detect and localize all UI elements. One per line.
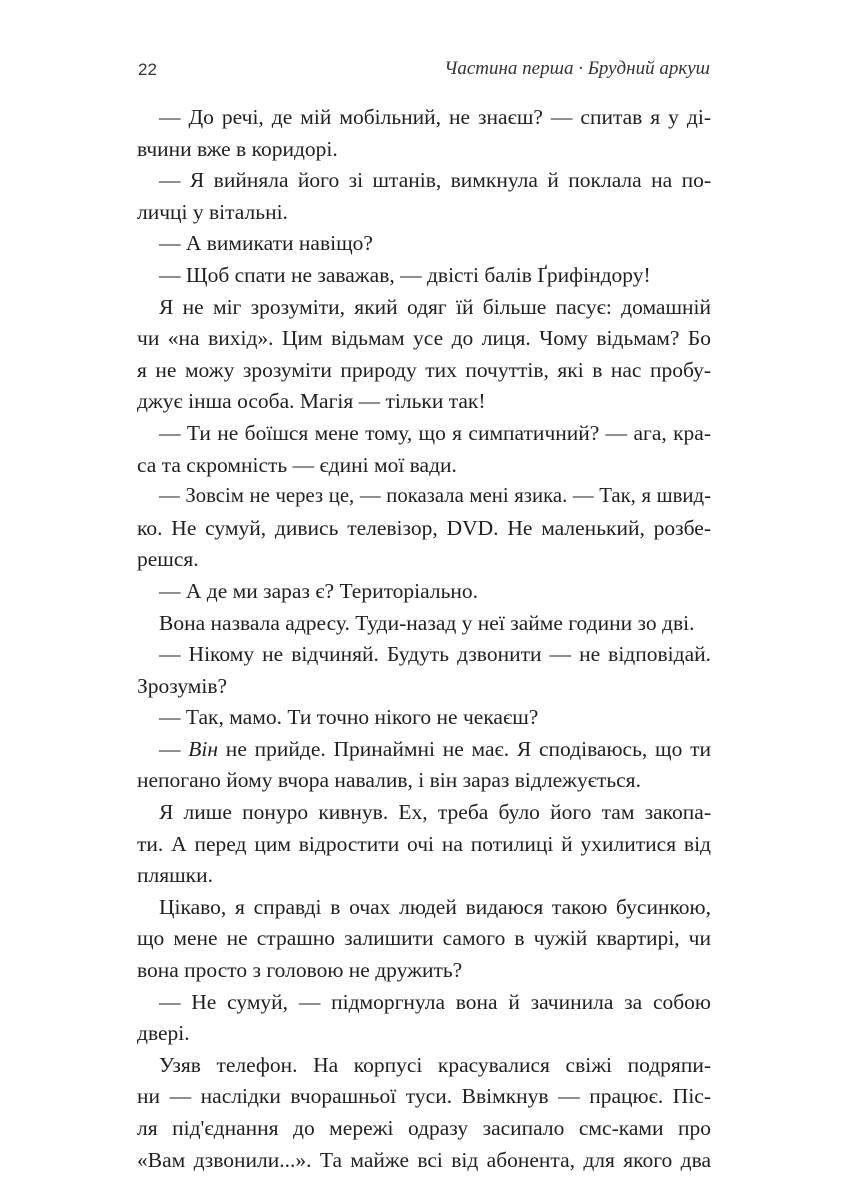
text-segment: двері.	[137, 1021, 190, 1046]
text-segment: «Вам дзвонили...». Та майже всі від абонента, для якого два	[137, 1147, 711, 1172]
text-segment: не прийде. Принаймні не має. Я сподіваюсь, що ти	[218, 736, 711, 761]
text-line	[137, 955, 711, 987]
text-line	[137, 1113, 711, 1145]
text-segment: Цікаво, я справді в очах людей видаюся такою бусинкою,	[159, 894, 711, 919]
text-line	[137, 829, 711, 861]
text-line	[137, 481, 711, 513]
text-segment: ни — наслідки вчорашньої туси. Ввімкнув — працює. Піс-	[137, 1084, 711, 1109]
text-line	[137, 544, 711, 576]
text-line	[137, 197, 711, 229]
text-line	[137, 671, 711, 703]
text-segment: джує інша особа. Магія — тільки так!	[137, 389, 486, 414]
text-line	[137, 228, 711, 260]
text-segment: я не можу зрозуміти природу тих почуттів, які в нас пробу-	[137, 357, 711, 382]
text-segment: — Ти не боїшся мене тому, що я симпатичний? — ага, кра-	[159, 420, 711, 445]
text-segment: непогано йому вчора навалив, і він зараз відлежується.	[137, 768, 641, 793]
text-line	[137, 639, 711, 671]
text-segment: — А вимикати навіщо?	[159, 231, 373, 256]
text-segment: ти. А перед цим відростити очі на потилиці й ухилитися від	[137, 831, 711, 856]
text-segment: вона просто з головою не дружить?	[137, 958, 463, 983]
text-segment: чи «на вихід». Цим відьмам усе до лиця. Чому відьмам? Бо	[137, 326, 711, 351]
text-line	[137, 734, 711, 766]
text-segment: вчини вже в коридорі.	[137, 136, 338, 161]
text-line	[137, 702, 711, 734]
text-segment: Я лише понуро кивнув. Ех, треба було його там закопа-	[159, 800, 711, 825]
text-line	[137, 576, 711, 608]
text-line	[137, 260, 711, 292]
text-segment: Узяв телефон. На корпусі красувалися свіжі подряпи-	[159, 1052, 711, 1077]
text-line	[137, 765, 711, 797]
body-text	[137, 102, 711, 1176]
text-line	[137, 1145, 711, 1177]
text-segment: — Я вийняла його зі штанів, вимкнула й поклала на по-	[159, 168, 711, 193]
page-number: 22	[138, 60, 157, 79]
text-line	[137, 513, 711, 545]
text-line	[137, 1050, 711, 1082]
text-line	[137, 165, 711, 197]
text-line	[137, 450, 711, 482]
text-segment: Зрозумів?	[137, 673, 228, 698]
text-segment: ля під'єднання до мережі одразу засипало смс-ками про	[137, 1116, 711, 1140]
text-segment: — Не сумуй, — підморгнула вона й зачинила за собою	[159, 989, 711, 1014]
text-line	[137, 355, 711, 387]
text-segment: — Так, мамо. Ти точно нікого не чекаєш?	[159, 705, 539, 730]
text-line	[137, 134, 711, 166]
text-segment: — А де ми зараз є? Територіально.	[159, 578, 479, 603]
text-segment: що мене не страшно залишити самого в чужій квартирі, чи	[137, 926, 711, 951]
text-segment: — Нікому не відчиняй. Будуть дзвонити — не відповідай.	[159, 642, 711, 667]
text-line	[137, 987, 711, 1019]
text-line	[137, 797, 711, 829]
text-line	[137, 1081, 711, 1113]
text-line	[137, 292, 711, 324]
text-segment: Я не міг зрозуміти, який одяг їй більше пасує: домашній	[159, 294, 711, 319]
text-segment: ко. Не сумуй, дивись телевізор, DVD. Не маленький, розбе-	[137, 515, 711, 540]
text-segment: — Щоб спати не заважав, — двісті балів Ґрифіндору!	[159, 262, 651, 287]
page-header	[0, 0, 849, 100]
text-line	[137, 418, 711, 450]
text-segment: —	[159, 736, 189, 761]
text-line	[137, 386, 711, 418]
text-line	[137, 323, 711, 355]
text-segment: — До речі, де мій мобільний, не знаєш? — спитав я у ді-	[159, 105, 711, 129]
text-line	[137, 892, 711, 924]
running-head: Частина перша · Брудний аркуш	[444, 58, 710, 79]
text-line	[137, 608, 711, 640]
text-segment: — Зовсім не через це, — показала мені язика. — Так, я швид-	[159, 485, 711, 508]
text-segment: пляшки.	[137, 863, 214, 888]
text-line	[137, 102, 711, 134]
text-segment: Вона назвала адресу. Туди-назад у неї займе години зо дві.	[159, 610, 695, 635]
text-segment: личці у вітальні.	[137, 199, 288, 224]
text-line	[137, 860, 711, 892]
italic-segment: Він	[188, 736, 219, 761]
text-segment: са та скромність — єдині мої вади.	[137, 452, 457, 477]
text-line	[137, 923, 711, 955]
text-segment: решся.	[137, 547, 199, 572]
text-line	[137, 1018, 711, 1050]
